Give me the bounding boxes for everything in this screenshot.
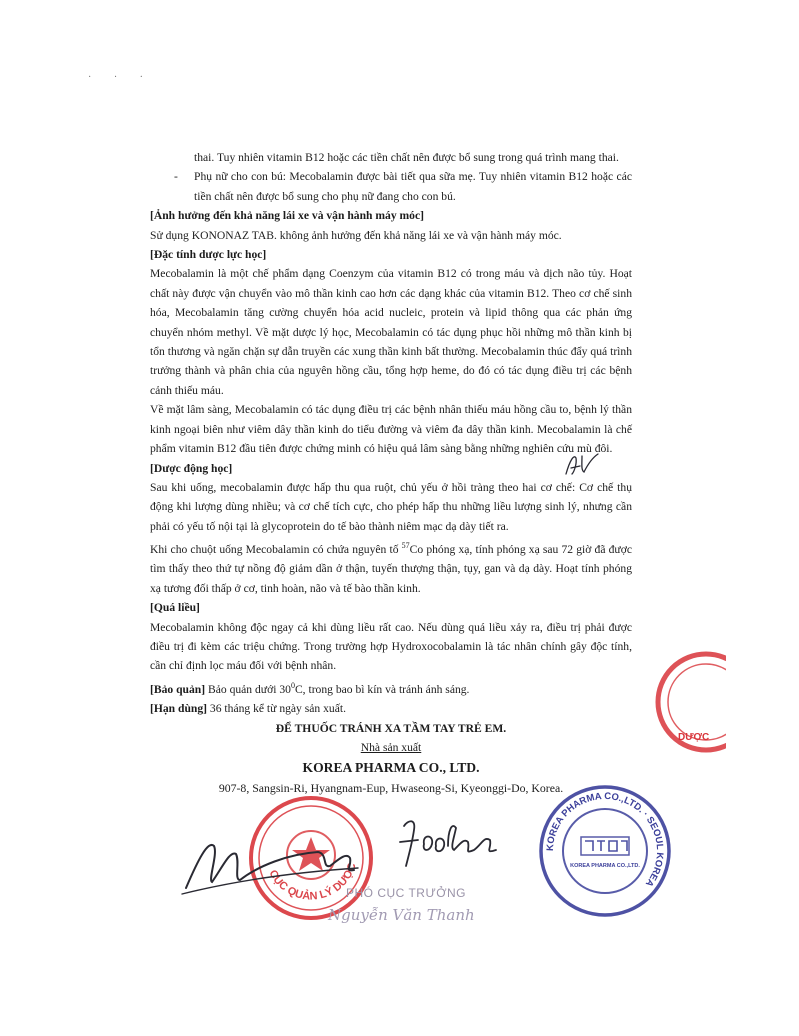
paragraph-pharmacodynamics-1: Mecobalamin là một chế phẩm dạng Coenzym của vitamin B12 có trong máu và dịch não tủy. Hoạt chất này được vận chuyển vào mô thần kinh cao hơn các dạng khác của vitamin B12. Theo cơ chế sinh hóa, Mecobalamin tăng cường chuyển hóa acid nucleic, protein và lipid thông qua các phản ứng chuyển nhóm methyl. Về mặt dược lý học, Mecobalamin có tác dụng phục hồi những mô thần kinh bị tổn thương và ngăn chặn sự dẫn truyền các xung thần kinh bất thường. Mecobalamin thúc đẩy quá trình trưởng thành và phân chia của nguyên hồng cầu, tổng hợp heme, do đó có tác dụng điều trị các bệnh cảnh thiếu máu.: [150, 267, 632, 397]
expiry-text: 36 tháng kể từ ngày sản xuất.: [207, 702, 346, 716]
bullet-dash: -: [174, 170, 178, 184]
isotope-superscript: 57: [401, 541, 410, 551]
manufacturer-address: 907-8, Sangsin-Ri, Hyangnam-Eup, Hwaseong-Si, Kyeonggi-Do, Korea.: [218, 781, 564, 796]
heading-pharmacodynamics: [Đặc tính dược lực học]: [150, 248, 267, 262]
storage-text-b: C, trong bao bì kín và tránh ánh sáng.: [294, 682, 470, 696]
edge-seal-icon: [646, 642, 726, 762]
edge-seal-text: DƯỢC: [678, 732, 710, 743]
document-body: [150, 148, 632, 799]
paragraph-pharmacokinetics-1: Sau khi uống, mecobalamin được hấp thu qua ruột, chủ yếu ở hồi tràng theo hai cơ chế: Cơ chế thụ động khi lượng dùng nhiều; và cơ chế tích cực, cho phép hấp thu những liều lượng sinh lý, nhưng cần phải có yếu tố nội tại là glycoprotein do tế bào thành niêm mạc dạ dày tiết ra.: [150, 480, 632, 533]
pk2-text-a: Khi cho chuột uống Mecobalamin có chứa nguyên tố: [150, 542, 402, 556]
paragraph-pharmacokinetics-2: [150, 536, 632, 598]
paragraph-expiry: [150, 699, 632, 718]
government-seal-text: CỤC QUẢN LÝ DƯỢC: [266, 861, 359, 903]
official-title: PHÓ CỤC TRƯỞNG: [346, 886, 466, 900]
svg-text:KOREA PHARMA CO.,LTD. · SEOUL: [545, 791, 665, 889]
pk2-text-b: Co phóng xạ, tính phóng xạ sau 72 giờ đã được tìm thấy theo thứ tự nồng độ giảm dần ở thận, tuyến thượng thận, tụy, gan và dạ dày. Hoạt tính phóng xạ tương đối thấp ở cơ, tinh hoàn, não và tế bào thần kinh.: [150, 542, 632, 595]
heading-driving: [Ảnh hưởng đến khả năng lái xe và vận hành máy móc]: [150, 209, 424, 223]
manufacturer-label: Nhà sản xuất: [360, 740, 422, 754]
paragraph-driving: Sử dụng KONONAZ TAB. không ảnh hưởng đến khả năng lái xe và vận hành máy móc.: [150, 228, 562, 242]
company-seal-inner-text: KOREA PHARMA CO.,LTD.: [570, 863, 640, 869]
scan-specks: · · ·: [88, 72, 153, 83]
paragraph-pharmacodynamics-2: Về mặt lâm sàng, Mecobalamin có tác dụng điều trị các bệnh nhân thiếu máu hồng cầu to, bệnh lý thần kinh ngoại biên như viêm dây thần kinh do tiểu đường và viêm đa dây thần kinh. Mecobalamin là chế phẩm vitamin B12 đầu tiên được chứng minh có hiệu quả lâm sàng bằng những nghiên cứu mù đôi.: [150, 403, 632, 456]
paragraph-pregnancy-end: thai. Tuy nhiên vitamin B12 hoặc các tiền chất nên được bổ sung trong quá trình mang thai.: [194, 151, 619, 164]
bullet-breastfeeding-text: Phụ nữ cho con bú: Mecobalamin được bài tiết qua sữa mẹ. Tuy nhiên vitamin B12 hoặc các tiền chất nên được bổ sung cho phụ nữ đang cho con bú.: [194, 170, 632, 203]
company-seal-outer-text: KOREA PHARMA CO.,LTD. · SEOUL KOREA: [544, 790, 666, 889]
bullet-breastfeeding: [150, 167, 632, 206]
paragraph-storage: [150, 676, 632, 699]
degree-superscript: 0: [290, 680, 295, 690]
heading-expiry: [Hạn dùng]: [150, 702, 208, 716]
storage-text-a: Bảo quản dưới 30: [205, 682, 291, 696]
heading-overdose: [Quá liều]: [150, 601, 200, 615]
heading-pharmacokinetics: [Dược động học]: [150, 461, 233, 475]
manufacturer-name: KOREA PHARMA CO., LTD.: [302, 760, 480, 776]
initials-signature-icon: [562, 450, 602, 478]
official-name: Nguyễn Văn Thanh: [328, 906, 475, 924]
child-warning: ĐỂ THUỐC TRÁNH XA TẦM TAY TRẺ EM.: [275, 721, 507, 735]
paragraph-overdose: Mecobalamin không độc ngay cả khi dùng liều rất cao. Nếu dùng quá liều xảy ra, điều trị phải được điều trị đi kèm các triệu chứng. Trong trường hợp Hydroxocobalamin là tác nhân chính gây độc tính, cần chỉ định lọc máu đối với bệnh nhân.: [150, 620, 632, 673]
heading-storage: [Bảo quản]: [150, 682, 206, 696]
company-seal-icon: [537, 783, 673, 919]
